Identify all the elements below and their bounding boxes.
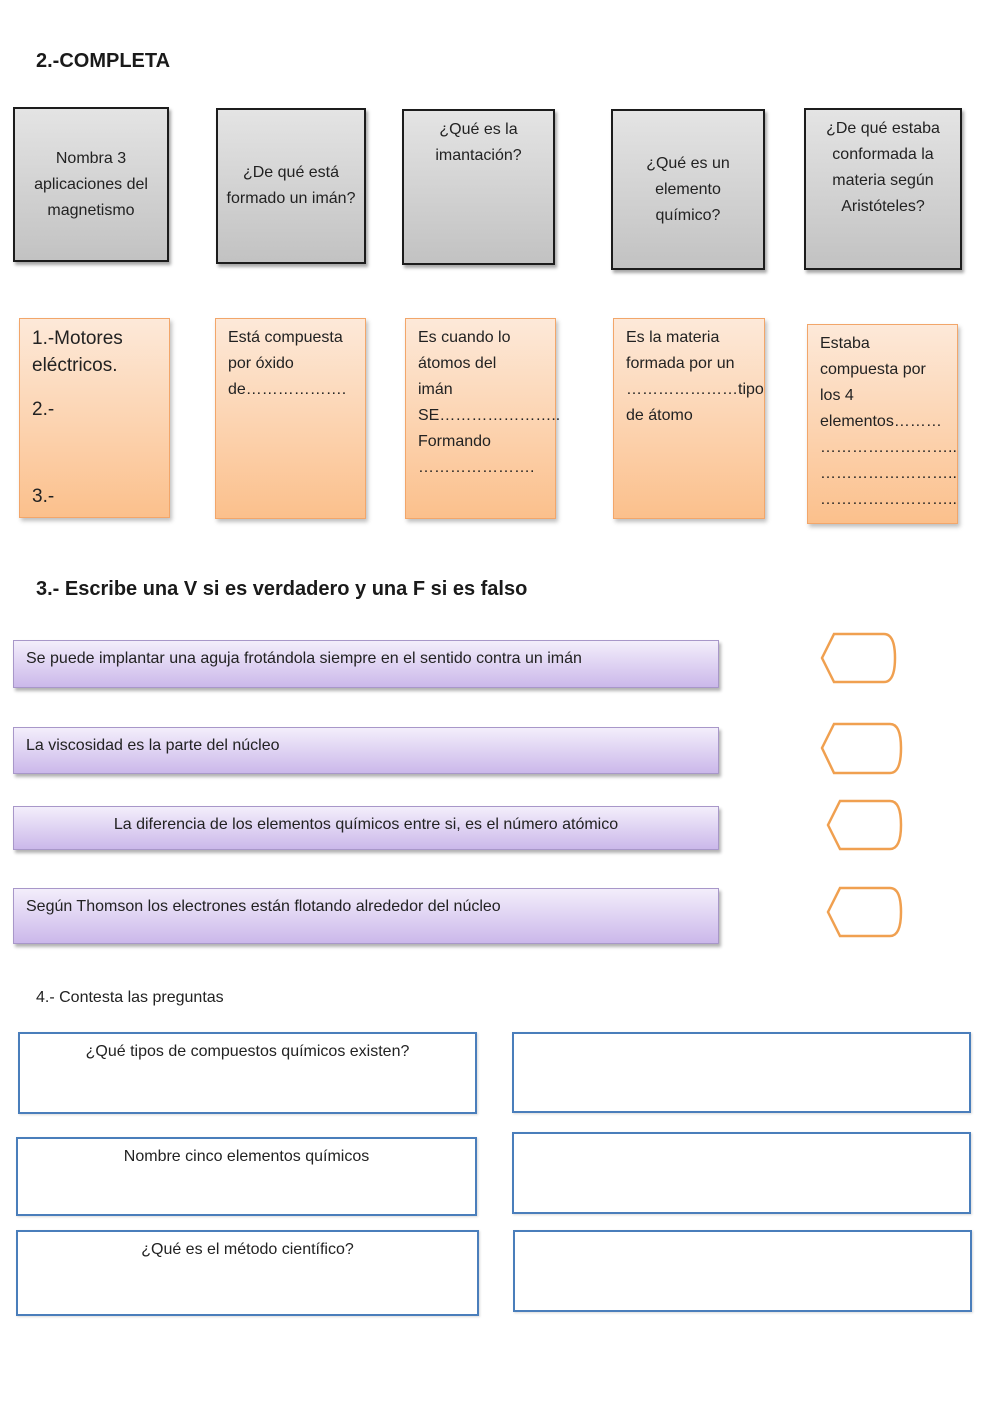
vf-answer-box-1[interactable] <box>820 632 897 684</box>
answer-line: Es cuando lo <box>418 329 511 346</box>
answer-card-1[interactable] <box>19 318 170 518</box>
statement-text: La viscosidad es la parte del núcleo <box>26 737 280 754</box>
vf-answer-box-3[interactable] <box>826 799 903 851</box>
answer-card-3[interactable] <box>405 318 561 519</box>
question-card-text: ¿Qué es la imantación? <box>435 121 522 164</box>
answer-box-1[interactable] <box>512 1032 971 1113</box>
answer-line: compuesta por <box>820 361 926 378</box>
section3-title: 3.- Escribe una V si es verdadero y una F si es falso <box>36 578 528 600</box>
answer-line: elementos……… <box>820 413 942 430</box>
question-box-3 <box>16 1230 479 1316</box>
answer-line: eléctricos. <box>32 355 118 376</box>
answer-box-2[interactable] <box>512 1132 971 1214</box>
vf-answer-box-4[interactable] <box>826 886 903 938</box>
question-box-1 <box>18 1032 477 1114</box>
answer-line: de………………. <box>228 381 347 398</box>
answer-line: por óxido <box>228 355 294 372</box>
question-card-2 <box>216 108 366 264</box>
answer-line: Formando <box>418 433 491 450</box>
section4-title: 4.- Contesta las preguntas <box>36 989 224 1006</box>
question-card-text: ¿De qué está formado un imán? <box>226 164 356 207</box>
statement-bar-3 <box>13 806 719 850</box>
question-box-2 <box>16 1137 477 1216</box>
answer-line: átomos del <box>418 355 497 372</box>
answer-line: …………………….. <box>820 439 957 456</box>
answer-line: Está compuesta <box>228 329 343 346</box>
statement-text: Según Thomson los electrones están flotando alrededor del núcleo <box>26 898 501 915</box>
answer-line: formada por un <box>626 355 735 372</box>
answer-line: los 4 <box>820 387 854 404</box>
answer-line: de átomo <box>626 407 693 424</box>
answer-line: SE………………….. <box>418 407 561 424</box>
statement-bar-4 <box>13 888 719 944</box>
question-text: ¿Qué tipos de compuestos químicos existen? <box>85 1043 410 1060</box>
answer-box-3[interactable] <box>513 1230 972 1312</box>
statement-text: La diferencia de los elementos químicos entre si, es el número atómico <box>113 816 619 833</box>
answer-line: imán <box>418 381 453 398</box>
answer-line: 1.-Motores <box>32 328 123 349</box>
answer-card-2[interactable] <box>215 318 366 519</box>
answer-line: …………………. <box>418 459 535 476</box>
answer-line: 3.- <box>32 486 55 507</box>
section2-title: 2.-COMPLETA <box>36 50 171 72</box>
answer-line: Es la materia <box>626 329 720 346</box>
statement-bar-1 <box>13 640 719 688</box>
answer-line: …………………….. <box>820 491 957 508</box>
vf-answer-box-2[interactable] <box>820 722 903 775</box>
question-text: Nombre cinco elementos químicos <box>123 1148 370 1165</box>
answer-line: 2.- <box>32 399 55 420</box>
question-text: ¿Qué es el método científico? <box>141 1241 354 1258</box>
statement-text: Se puede implantar una aguja frotándola siempre en el sentido contra un imán <box>26 650 582 667</box>
question-card-text: ¿De qué estaba conformada la materia según Aristóteles? <box>826 120 940 215</box>
question-card-3 <box>402 109 555 265</box>
question-card-1 <box>13 107 169 262</box>
answer-line: Estaba <box>820 335 870 352</box>
answer-card-5[interactable] <box>807 324 958 524</box>
question-card-4 <box>611 109 765 270</box>
question-card-5 <box>804 108 962 270</box>
answer-card-4[interactable] <box>613 318 765 519</box>
question-card-text: Nombra 3 aplicaciones del magnetismo <box>34 149 148 219</box>
statement-bar-2 <box>13 727 719 774</box>
answer-line: …………………….. <box>820 465 957 482</box>
question-card-text: ¿Qué es un elemento químico? <box>646 154 730 224</box>
answer-line: …………………tipo <box>626 381 764 398</box>
